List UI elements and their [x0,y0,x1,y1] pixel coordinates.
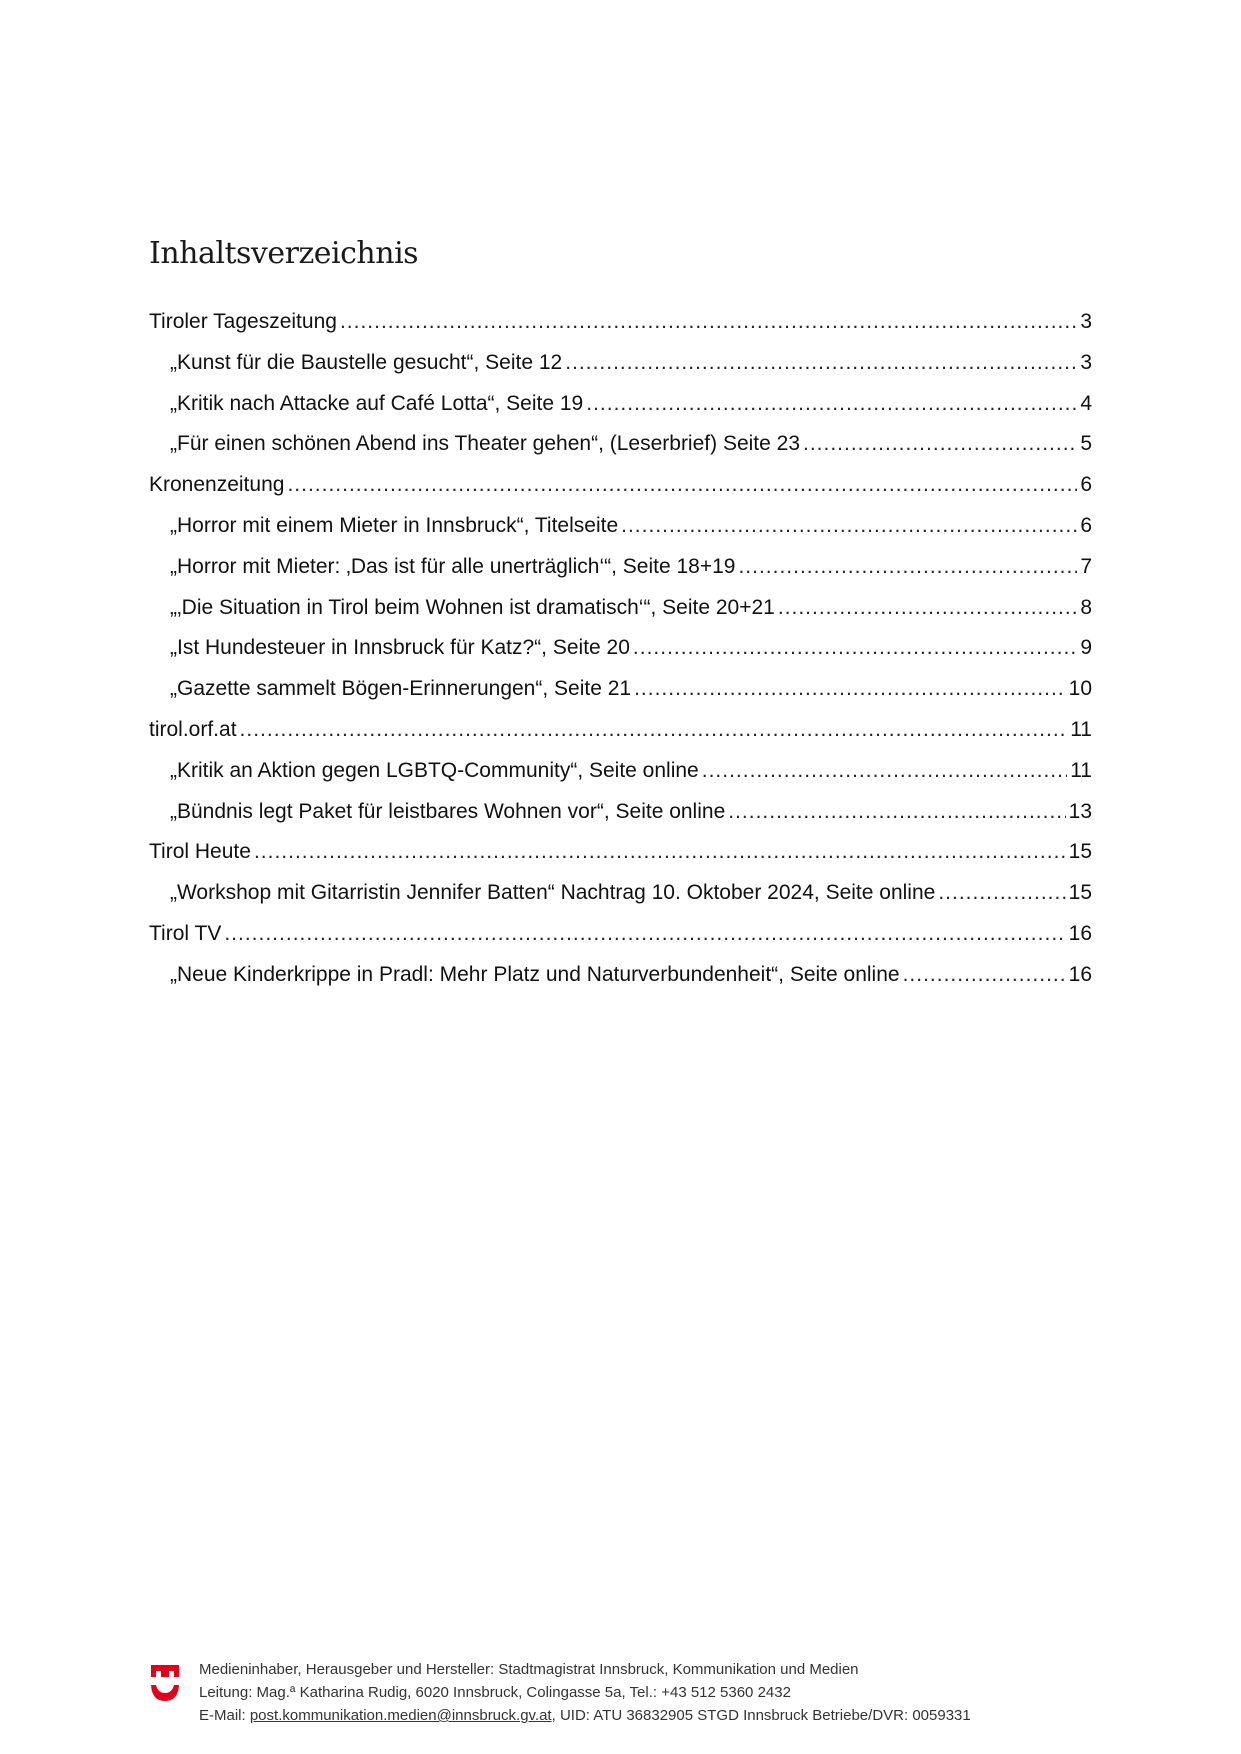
toc-article-entry[interactable] [149,510,1092,551]
toc-entry-text: „Kritik an Aktion gegen LGBTQ-Community“, Seite online [170,758,699,782]
toc-entry-text: „Bündnis legt Paket für leistbares Wohnen vor“, Seite online [170,799,726,823]
toc-page-number: 4 [1080,391,1092,415]
footer-contact: E-Mail: post.kommunikation.medien@innsbruck.gv.at, UID: ATU 36832905 STGD Innsbruck Betriebe/DVR: 0059331 [199,1707,971,1724]
toc-leader-dots [224,918,1065,950]
toc-leader-dots [254,836,1066,868]
toc-leader-dots [938,877,1065,909]
toc-leader-dots [586,388,1077,420]
footer-management: Leitung: Mag.ª Katharina Rudig, 6020 Innsbruck, Colingasse 5a, Tel.: +43 512 5360 2432 [199,1684,791,1701]
toc-article-entry[interactable] [149,673,1092,714]
toc-article-entry[interactable] [149,347,1092,388]
toc-page-number: 9 [1080,636,1092,660]
toc-page-number: 11 [1070,717,1092,741]
toc-page-number: 6 [1080,513,1092,537]
toc-leader-dots [903,959,1066,991]
toc-leader-dots [702,755,1067,787]
toc-section-entry[interactable] [149,306,1092,347]
toc-leader-dots [728,796,1065,828]
toc-page-number: 15 [1068,840,1092,864]
toc-leader-dots [633,632,1077,664]
toc-article-entry[interactable] [149,592,1092,633]
toc-page-number: 3 [1080,310,1092,333]
toc-entry-text: Kronenzeitung [149,473,285,497]
toc-entry-text: „Für einen schönen Abend ins Theater gehen“, (Leserbrief) Seite 23 [170,432,800,456]
toc-section-entry[interactable] [149,714,1092,755]
toc-article-entry[interactable] [149,755,1092,796]
toc-section-entry[interactable] [149,918,1092,959]
toc-article-entry[interactable] [149,551,1092,592]
email-link[interactable]: post.kommunikation.medien@innsbruck.gv.at [249,1707,552,1724]
toc-entry-text: Tirol Heute [149,840,251,864]
toc-page-number: 10 [1068,677,1092,701]
toc-entry-text: „Kunst für die Baustelle gesucht“, Seite 12 [170,350,563,374]
toc-leader-dots [738,551,1077,583]
toc-entry-text: „Ist Hundesteuer in Innsbruck für Katz?“, Seite 20 [170,636,630,660]
table-of-contents [149,306,1092,1000]
toc-page-number: 11 [1070,758,1092,782]
toc-title: Inhaltsverzeichnis [149,236,419,271]
toc-page-number: 15 [1068,881,1092,905]
toc-entry-text: „‚Die Situation in Tirol beim Wohnen ist dramatisch‘“, Seite 20+21 [170,595,775,619]
toc-leader-dots [340,306,1077,338]
toc-article-entry[interactable] [149,796,1092,837]
toc-article-entry[interactable] [149,959,1092,1000]
toc-entry-text: „Workshop mit Gitarristin Jennifer Batten“ Nachtrag 10. Oktober 2024, Seite online [170,881,936,905]
toc-article-entry[interactable] [149,428,1092,469]
toc-leader-dots [634,673,1066,705]
toc-leader-dots [803,428,1077,460]
toc-page-number: 13 [1068,799,1092,823]
footer-publisher: Medieninhaber, Herausgeber und Hersteller: Stadtmagistrat Innsbruck, Kommunikation und Medien [199,1661,859,1678]
toc-entry-text: „Neue Kinderkrippe in Pradl: Mehr Platz und Naturverbundenheit“, Seite online [170,962,900,986]
toc-leader-dots [240,714,1068,746]
toc-entry-text: Tiroler Tageszeitung [149,310,337,333]
toc-leader-dots [565,347,1077,379]
toc-section-entry[interactable] [149,469,1092,510]
toc-entry-text: „Gazette sammelt Bögen-Erinnerungen“, Seite 21 [170,677,632,701]
toc-entry-text: „Kritik nach Attacke auf Café Lotta“, Seite 19 [170,391,584,415]
toc-entry-text: tirol.orf.at [149,717,237,741]
toc-article-entry[interactable] [149,632,1092,673]
toc-leader-dots [621,510,1077,542]
toc-page-number: 16 [1068,962,1092,986]
toc-page-number: 7 [1080,554,1092,578]
toc-entry-text: „Horror mit Mieter: ‚Das ist für alle unerträglich‘“, Seite 18+19 [170,554,736,578]
toc-leader-dots [778,592,1077,624]
toc-page-number: 3 [1080,350,1092,374]
toc-article-entry[interactable] [149,877,1092,918]
toc-entry-text: Tirol TV [149,921,222,945]
toc-page-number: 16 [1068,921,1092,945]
toc-leader-dots [287,469,1077,501]
toc-page-number: 8 [1080,595,1092,619]
toc-section-entry[interactable] [149,836,1092,877]
toc-entry-text: „Horror mit einem Mieter in Innsbruck“, Titelseite [170,513,619,537]
toc-page-number: 5 [1080,432,1092,456]
innsbruck-logo-icon [150,1663,180,1703]
toc-page-number: 6 [1080,473,1092,497]
toc-article-entry[interactable] [149,388,1092,429]
